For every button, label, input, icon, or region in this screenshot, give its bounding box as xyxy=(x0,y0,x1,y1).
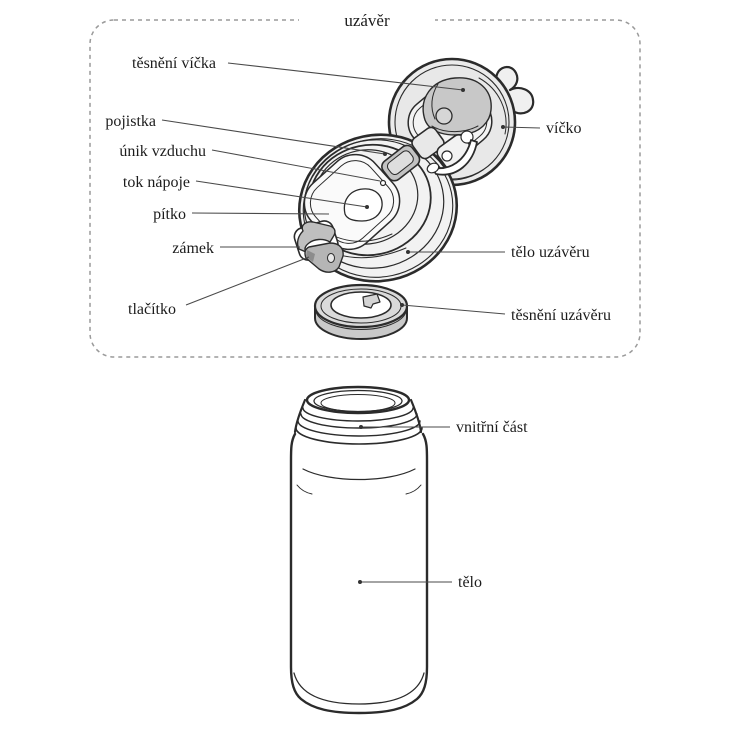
label-vicko: víčko xyxy=(546,120,582,137)
bottle-body-outline xyxy=(291,434,427,713)
label-vnitrni-cast: vnitřní část xyxy=(456,419,528,436)
label-unik-vzduchu: únik vzduchu xyxy=(119,143,206,160)
label-tlacitko: tlačítko xyxy=(128,301,176,318)
bottle-illustration xyxy=(291,387,427,713)
label-pitko: pítko xyxy=(153,206,186,223)
leader-vnitrni-cast xyxy=(359,425,450,429)
label-tesneni-uzaveru: těsnění uzávěru xyxy=(511,307,611,324)
cap-section-title: uzávěr xyxy=(344,11,390,30)
leader-tesneni-uzaveru xyxy=(400,303,505,314)
label-telo-uzaveru: tělo uzávěru xyxy=(511,244,590,261)
label-tesneni-vicka: těsnění víčka xyxy=(132,55,216,72)
leader-tlacitko xyxy=(186,257,309,305)
label-tok-napoje: tok nápoje xyxy=(122,174,190,191)
lid-dome-nub xyxy=(436,108,452,124)
label-telo: tělo xyxy=(458,574,482,591)
seal-ring-illustration xyxy=(315,285,407,339)
hinge-pin-hole-1 xyxy=(442,151,452,161)
label-pojistka: pojistka xyxy=(105,113,156,130)
label-zamek: zámek xyxy=(172,240,214,257)
button-hole xyxy=(328,254,335,263)
air-vent-hole xyxy=(381,181,386,186)
seal-ring-hole xyxy=(331,292,391,318)
